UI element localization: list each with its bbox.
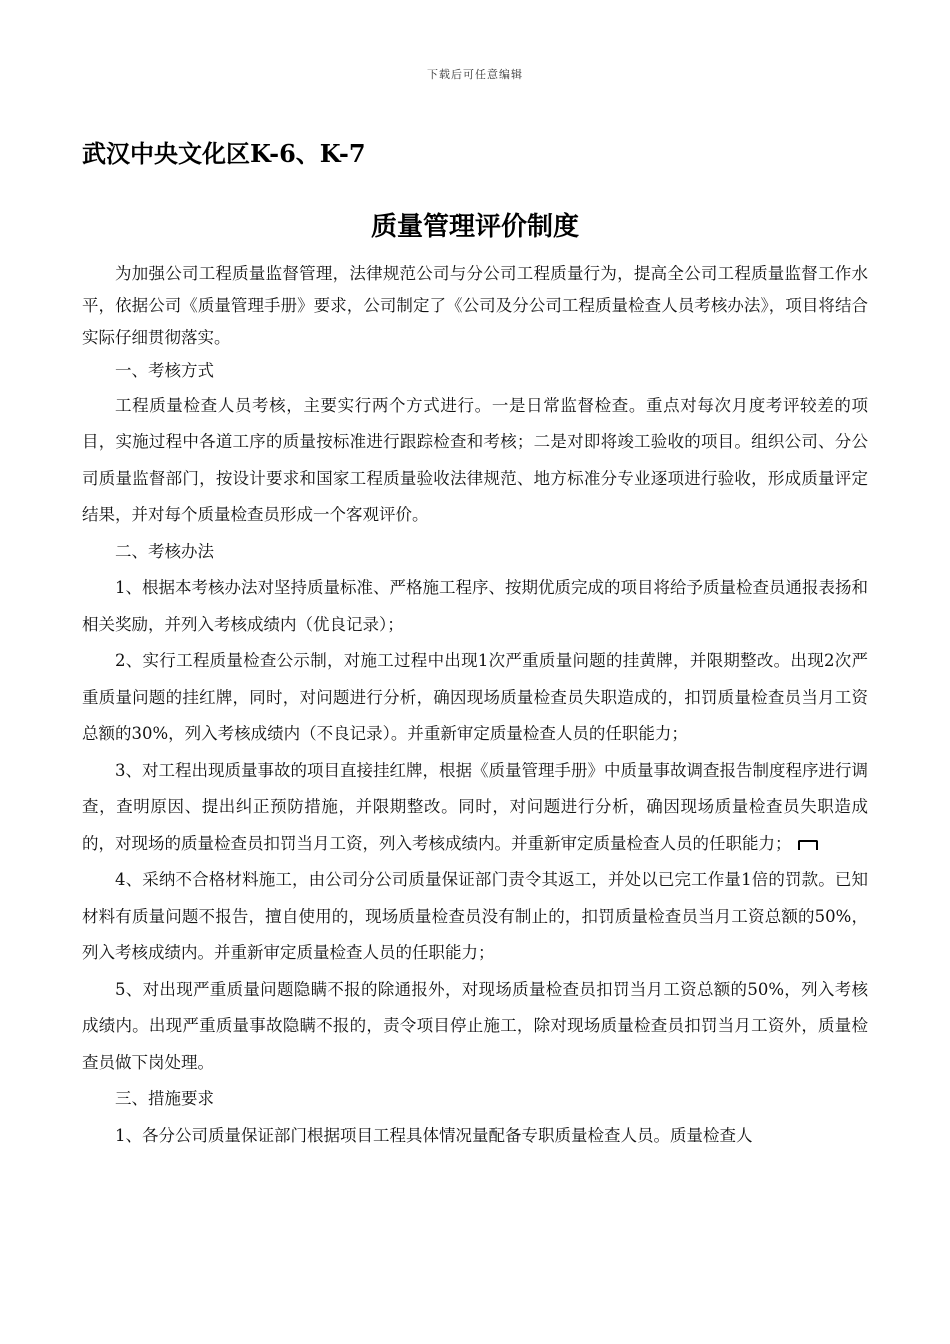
rule-item-4: 4、采纳不合格材料施工，由公司分公司质量保证部门责令其返工，并处以已完工作量1倍的罚款。已知材料有质量问题不报告，擅自使用的，现场质量检查员没有制止的，扣罚质量检查员当月工资总额的50%，列入考核成绩内。并重新审定质量检查人员的任职能力； — [82, 870, 868, 962]
assessment-method-paragraph: 工程质量检查人员考核，主要实行两个方式进行。一是日常监督检查。重点对每次月度考评较差的项目，实施过程中各道工序的质量按标准进行跟踪检查和考核；二是对即将竣工验收的项目。组织公司、分公司质量监督部门，按设计要求和国家工程质量验收法律规范、地方标准分专业逐项进行验收，形成质量评定结果，并对每个质量检查员形成一个客观评价。 — [82, 395, 868, 524]
section-heading-assessment-method: 一、考核方式 — [115, 361, 214, 380]
rule-item-2: 2、实行工程质量检查公示制，对施工过程中出现1次严重质量问题的挂黄牌，并限期整改。出现2次严重质量问题的挂红牌，同时，对问题进行分析，确因现场质量检查员失职造成的，扣罚质量检查员当月工资总额的30%，列入考核成绩内（不良记录）。并重新审定质量检查人员的任职能力； — [82, 651, 868, 743]
document-body — [82, 258, 868, 1154]
document-title: 质量管理评价制度 — [370, 212, 579, 242]
rule-item-1: 1、根据本考核办法对坚持质量标准、严格施工程序、按期优质完成的项目将给予质量检查员通报表扬和相关奖励，并列入考核成绩内（优良记录）； — [82, 578, 868, 634]
section-heading-measures: 三、措施要求 — [115, 1089, 214, 1108]
project-title: 武汉中央文化区K-6、K-7 — [82, 139, 366, 168]
paragraph-mark-icon — [798, 840, 818, 850]
rule-item-3-text: 3、对工程出现质量事故的项目直接挂红牌，根据《质量管理手册》中质量事故调查报告制度程序进行调查，查明原因、提出纠正预防措施，并限期整改。同时，对问题进行分析，确因现场质量检查员失职造成的，对现场的质量检查员扣罚当月工资，列入考核成绩内。并重新审定质量检查人员的任职能力； — [82, 760, 868, 853]
intro-paragraph: 为加强公司工程质量监督管理，法律规范公司与分公司工程质量行为，提高全公司工程质量监督工作水平，依据公司《质量管理手册》要求，公司制定了《公司及分公司工程质量检查人员考核办法》，项目将结合实际仔细贯彻落实。 — [82, 264, 868, 347]
measure-item-1: 1、各分公司质量保证部门根据项目工程具体情况量配备专职质量检查人员。质量检查人 — [115, 1125, 753, 1145]
section-heading-assessment-rules: 二、考核办法 — [115, 541, 214, 561]
header-note: 下载后可任意编辑 — [427, 68, 523, 81]
rule-item-3 — [82, 753, 868, 863]
rule-item-5: 5、对出现严重质量问题隐瞒不报的除通报外，对现场质量检查员扣罚当月工资总额的50%，列入考核成绩内。出现严重质量事故隐瞒不报的，责令项目停止施工，除对现场质量检查员扣罚当月工资外，质量检查员做下岗处理。 — [82, 979, 868, 1072]
